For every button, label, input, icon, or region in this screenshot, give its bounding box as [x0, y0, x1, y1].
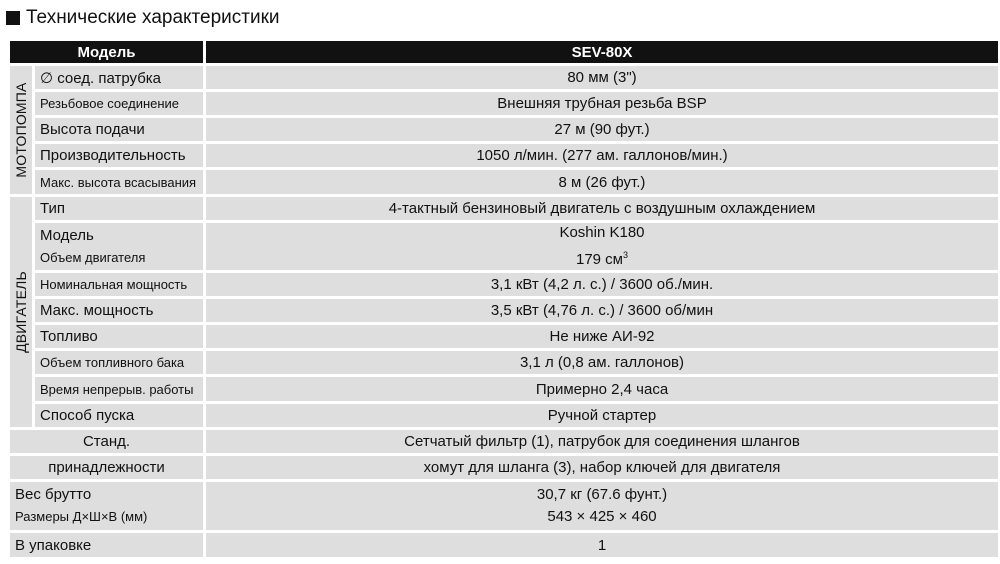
row-label: Высота подачи [35, 118, 203, 141]
row-label-pair [35, 223, 203, 270]
accessories-label-1: Станд. [10, 430, 203, 453]
section-title [6, 6, 280, 30]
row-label: Время непрерыв. работы [35, 377, 203, 401]
row-label: Модель [40, 226, 94, 244]
row-value: 3,1 кВт (4,2 л. с.) / 3600 об./мин. [206, 273, 998, 296]
row-value: 80 мм (3") [206, 66, 998, 89]
group-label-engine-text: ДВИГАТЕЛЬ [13, 271, 29, 353]
dimensions-label: Размеры Д×Ш×В (мм) [15, 509, 148, 524]
row-value: Koshin K180 [559, 224, 645, 241]
row-label: Производительность [35, 144, 203, 167]
row-label: Макс. высота всасывания [35, 170, 203, 194]
row-value: 179 см [575, 251, 623, 268]
package-value: 1 [206, 533, 998, 557]
row-label: Объем топливного бака [35, 351, 203, 374]
header-model-label: Модель [10, 41, 203, 63]
weight-value: 30,7 кг (67.6 фунт.) [536, 486, 668, 503]
header-model-value: SEV-80X [206, 41, 998, 63]
accessories-label-2: принадлежности [10, 456, 203, 479]
title-square-icon [6, 11, 20, 25]
row-value: 3,1 л (0,8 ам. галлонов) [206, 351, 998, 374]
accessories-value-2: хомут для шланга (3), набор ключей для двигателя [206, 456, 998, 479]
row-value: Ручной стартер [206, 404, 998, 427]
row-value: 1050 л/мин. (277 ам. галлонов/мин.) [206, 144, 998, 167]
row-label: Тип [35, 197, 203, 220]
row-label: Топливо [35, 325, 203, 348]
unit-superscript: 3 [623, 250, 629, 260]
row-label: Резьбовое соединение [35, 92, 203, 115]
row-value: Внешняя трубная резьба BSP [206, 92, 998, 115]
group-label-pump-text: МОТОПОМПА [13, 82, 29, 178]
row-label: Способ пуска [35, 404, 203, 427]
row-value: 4-тактный бензиновый двигатель с воздушным охлаждением [206, 197, 998, 220]
group-label-pump [10, 66, 32, 194]
row-label: Объем двигателя [40, 249, 146, 265]
row-label: ∅ соед. патрубка [35, 66, 203, 89]
row-value: Не ниже АИ-92 [206, 325, 998, 348]
weight-label: Вес брутто [15, 486, 92, 503]
row-value-displacement [576, 244, 628, 270]
weight-value-pair [206, 482, 998, 530]
row-value: 27 м (90 фут.) [206, 118, 998, 141]
row-value: 8 м (26 фут.) [206, 170, 998, 194]
row-value: Примерно 2,4 часа [206, 377, 998, 401]
accessories-value-1: Сетчатый фильтр (1), патрубок для соединения шлангов [206, 430, 998, 453]
row-label: Номинальная мощность [35, 273, 203, 296]
package-label: В упаковке [10, 533, 203, 557]
row-value-pair [206, 223, 998, 270]
weight-label-pair [10, 482, 203, 530]
dimensions-value: 543 × 425 × 460 [547, 508, 657, 525]
section-title-text: Технические характеристики [26, 7, 280, 28]
row-label: Макс. мощность [35, 299, 203, 322]
group-label-engine [10, 197, 32, 427]
row-value: 3,5 кВт (4,76 л. с.) / 3600 об/мин [206, 299, 998, 322]
